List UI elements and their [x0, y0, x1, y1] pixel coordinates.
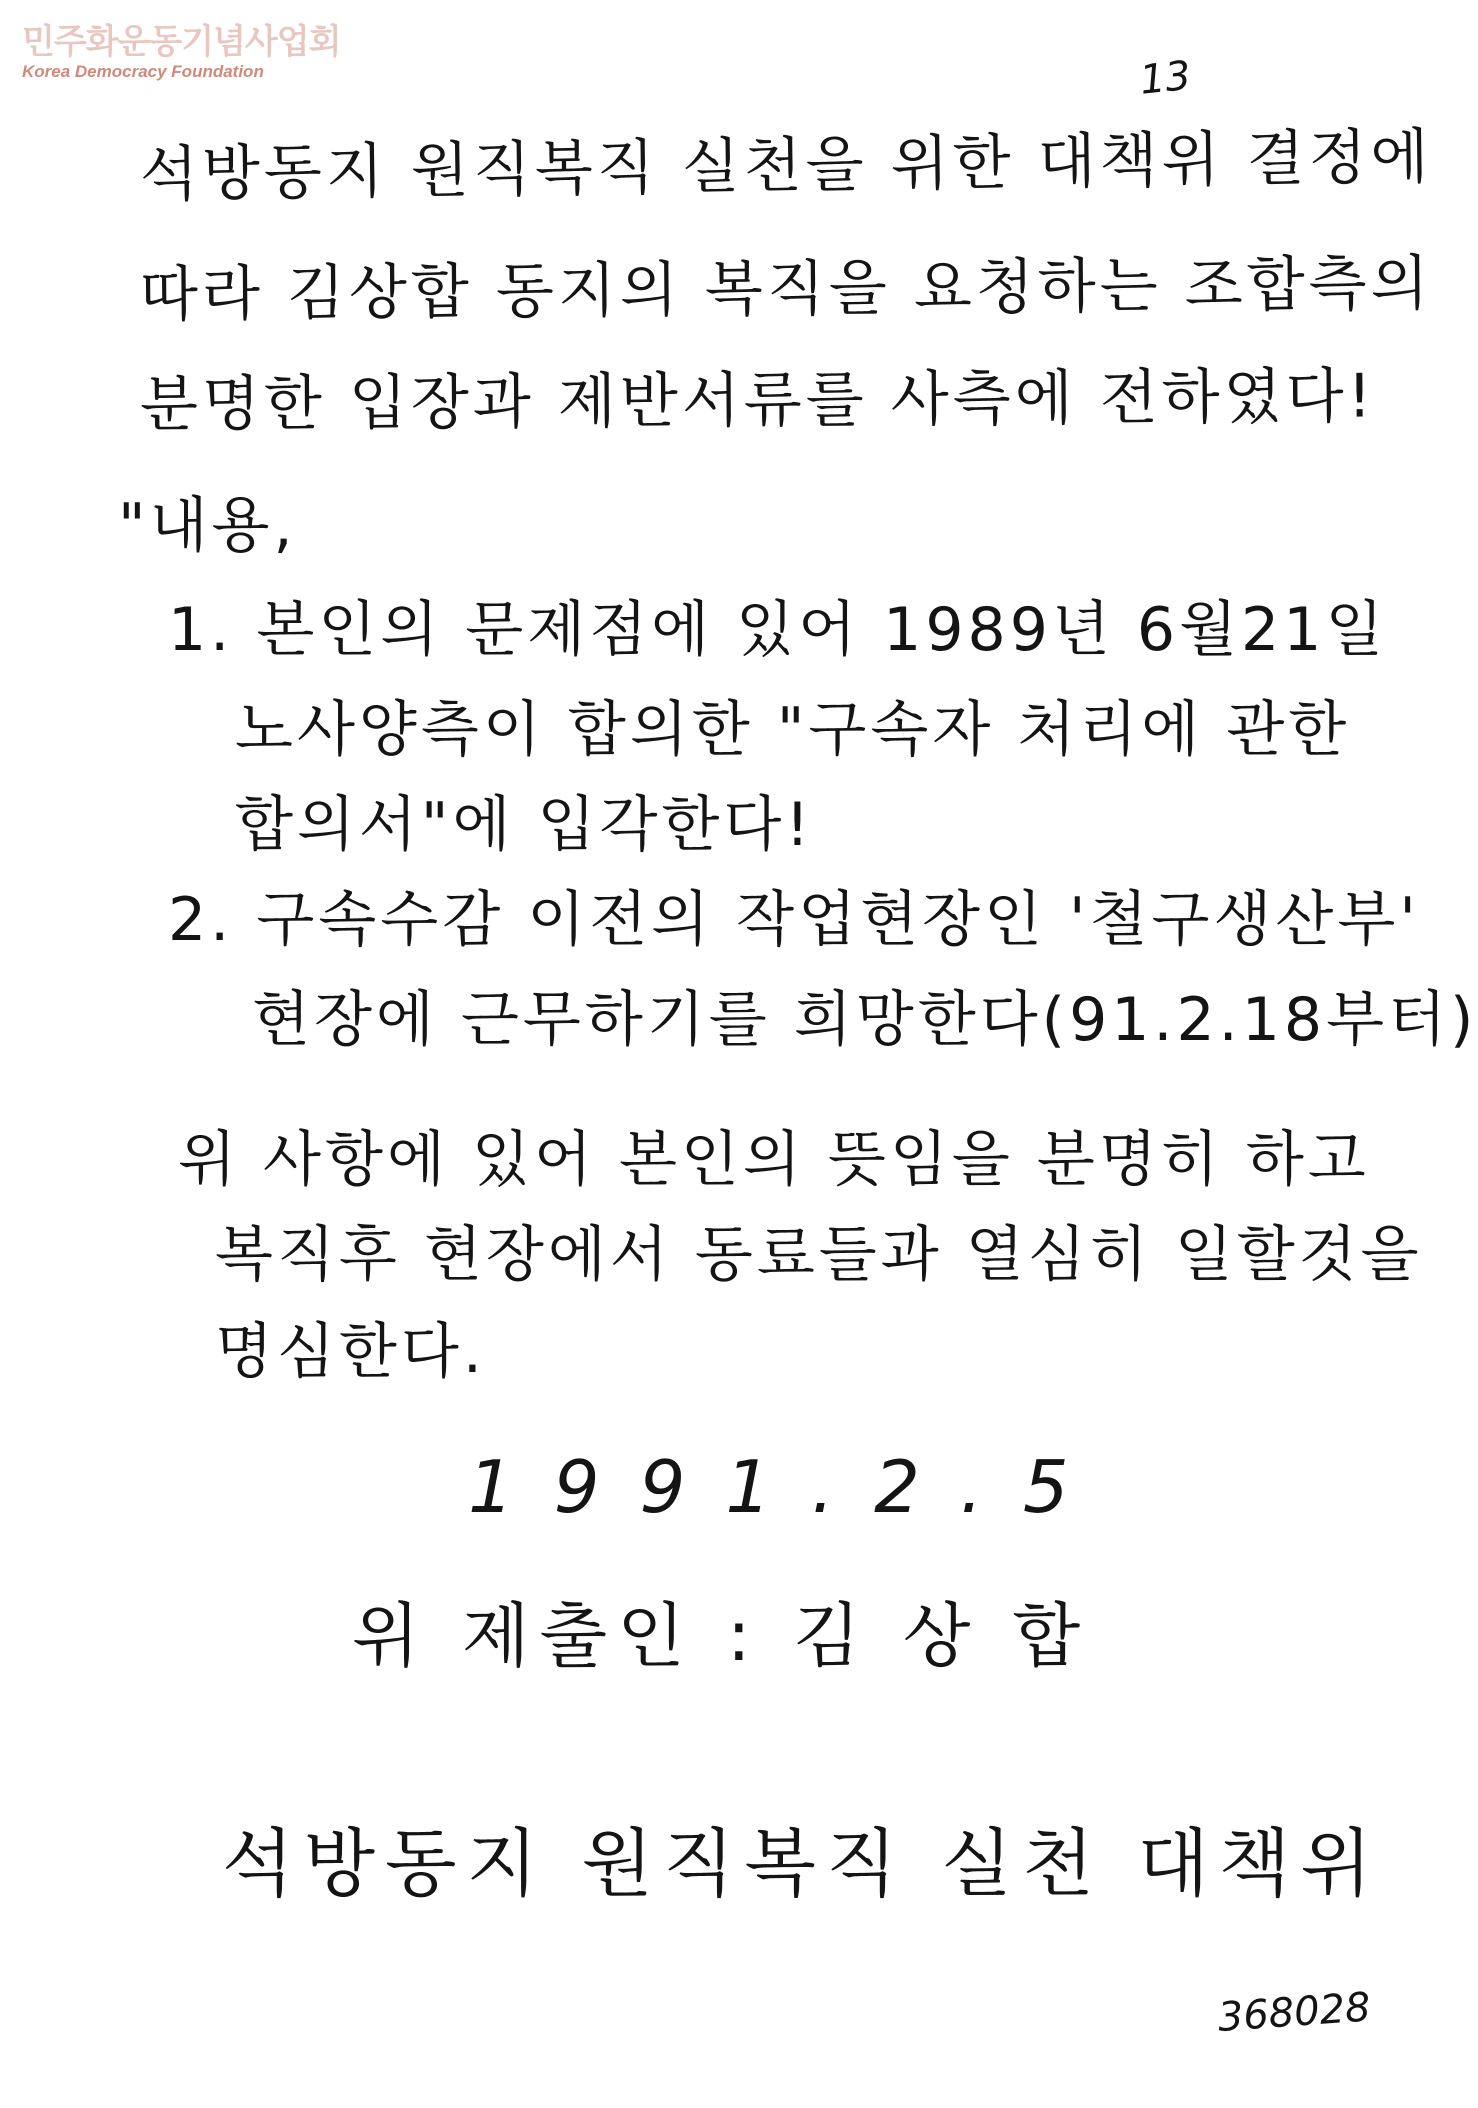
organization-name: 석방동지 원직복직 실천 대책위: [222, 1821, 1382, 1907]
submitter-line: 위 제출인 : 김 상 합: [352, 1595, 1091, 1677]
body-line-2: 따라 김상합 동지의 복직을 요청하는 조합측의: [139, 248, 1433, 330]
closing-line-2: 복직후 현장에서 동료들과 열심히 일할것을: [215, 1220, 1423, 1290]
document-date: 1991.2.5: [468, 1445, 1109, 1529]
page-number: 13: [1137, 52, 1194, 104]
content-heading: "내용,: [118, 491, 297, 561]
closing-line-3: 명심한다.: [215, 1317, 486, 1387]
foundation-watermark: [22, 22, 342, 82]
watermark-korean: 민주화운동기념사업회: [22, 22, 341, 62]
item-2-line-1: 2. 구속수감 이전의 작업현장인 '철구생산부': [168, 885, 1420, 955]
watermark-english: Korea Democracy Foundation: [22, 62, 264, 81]
item-1-line-2: 노사양측이 합의한 "구속자 처리에 관한: [235, 695, 1351, 765]
item-1-line-3: 합의서"에 입각한다!: [235, 790, 814, 860]
item-1-line-1: 1. 본인의 문제점에 있어 1989년 6월21일: [168, 595, 1388, 665]
body-line-3: 분명한 입장과 제반서류를 사측에 전하였다!: [139, 361, 1376, 440]
item-2-line-2: 현장에 근무하기를 희망한다(91.2.18부터): [252, 985, 1478, 1055]
closing-line-1: 위 사항에 있어 본인의 뜻임을 분명히 하고: [178, 1125, 1370, 1195]
body-line-1: 석방동지 원직복직 실천을 위한 대책위 결정에: [139, 121, 1433, 210]
document-code: 368028: [1216, 1984, 1372, 2041]
